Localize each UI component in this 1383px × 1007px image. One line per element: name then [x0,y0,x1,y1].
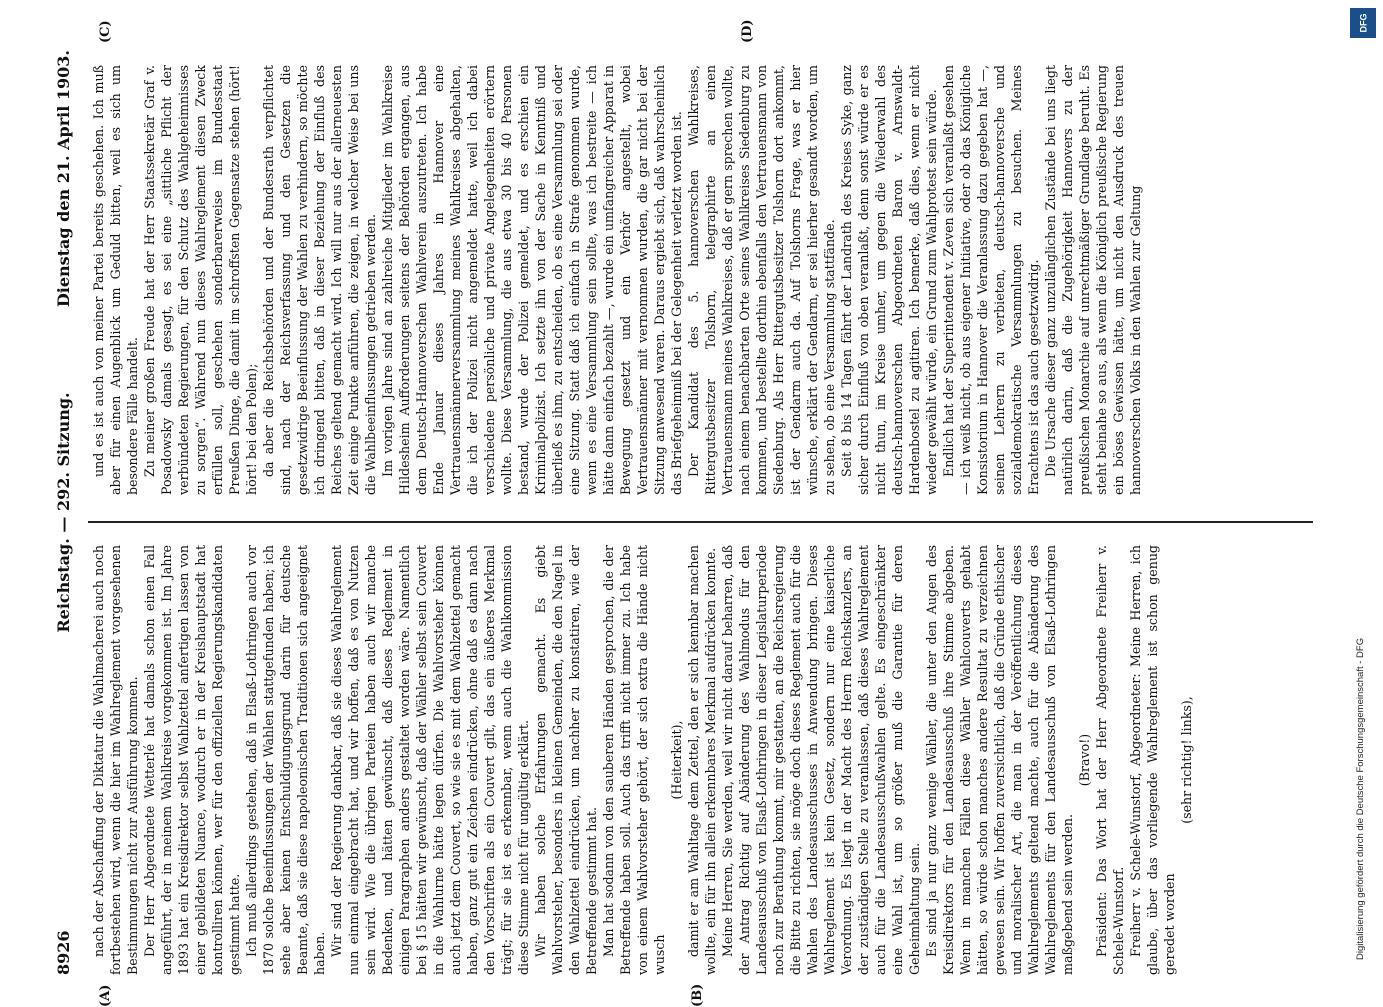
right-column [90,65,1310,495]
left-paragraph: Wir haben solche Erfahrungen gemacht. Es giebt Wahlvorsteher, besonders in kleinen Gemeinden, die den Nagel in den Wahlzettel eindrücken, um nachher zu konstatiren, wie der Betreffende gestimmt hat. [533,545,599,975]
left-paragraph: Freiherr v. Schele-Wunstorf, Abgeordneter: Meine Herren, ich glaube, über das vorliegende Wahlreglement ist schon genug geredet worden [1128,545,1177,975]
right-paragraph: da aber die Reichsbehörden und der Bundesrath verpflichtet sind, nach der Reichsverfassung und den Gesetzen die gesetzwidrige Beeinflussung der Wahlen zu verhindern, so möchte ich dringend bitten, daß in dieser Beziehung der Einfluß des Reiches geltend gemacht wird. Ich will nur aus der allerneuesten Zeit einige Punkte anführen, die zeigen, in welcher Weise bei uns die Wahlbeeinflussungen getrieben werden. [261,65,378,495]
margin-marker-c: (C) [98,20,113,43]
left-paragraph: Es sind ja nur ganz wenige Wähler, die unter den Augen des Kreisdirektors für den Landesausschuß ihre Stimme abgeben. Wenn in manchen Fällen diese Wähler Wahlcouverts gehabt hätten, so würde schon manches andere Resultat zu verzeichnen gewesen sein. Wir hoffen zuversichtlich, daß die Gründe ethischer und moralischer Art, die man in der Veröffentlichung dieses Wahlreglements geltend machte, auch für die Abänderung des Wahlreglements für den Landesausschuß von Elsaß-Lothringen maßgebend sein werden. [924,545,1075,975]
left-paragraph: Ich muß allerdings gestehen, daß in Elsaß-Lothringen auch vor 1870 solche Beeinflussungen der Wahlen stattgefunden haben; ich sehe aber keinen Entschuldigungsgrund darin für deutsche Beamte, daß sie diese napoleonischen Traditionen sich angeeignet haben. [244,545,327,975]
margin-marker-a: (A) [98,984,113,1007]
right-paragraph: Im vorigen Jahre sind an zahlreiche Mitglieder im Wahlkreise Hildesheim Aufforderungen seitens der Behörden ergangen, aus dem Deutsch-Hannoverschen Wahlverein auszutreten. Ich habe Ende Januar dieses Jahres in Hannover eine Vertrauensmännerversammlung meines Wahlkreises abgehalten, die ich der Polizei nicht angemeldet hatte, weil ich dabei verschiedene persönliche und private Angelegenheiten erörtern wollte. Diese Versammlung, die aus etwa 30 bis 40 Personen bestand, wurde der Polizei gemeldet, und es erschien ein Kriminalpolizist. Ich setzte ihn von der Sache in Kenntniß und überließ es ihm, zu entscheiden, ob es eine Versammlung sei oder eine Sitzung. Statt daß ich einfach in Strafe genommen wurde, wenn es eine Versammlung sein sollte, was ich bestreite — ich hätte dann einfach bezahlt —, wurde ein umfangreicher Apparat in Bewegung gesetzt und ein Verhör angestellt, wobei Vertrauensmänner mit vernommen wurden, die gar nicht bei der Sitzung anwesend waren. Daraus ergiebt sich, daß wahrscheinlich das Briefgeheimniß bei der Gelegenheit verletzt worden ist. [380,65,684,495]
right-paragraph: Die Ursache dieser ganz unzulänglichen Zustände bei uns liegt natürlich darin, daß die Zugehörigkeit Hannovers zu der preußischen Monarchie auf unrechtmäßiger Grundlage beruht. Es steht beinahe so aus, als wenn die Königlich preußische Regierung ein böses Gewissen hätte, um nicht den Ausdruck des treuen hannoverschen Volks in den Wahlen zur Geltung [1043,65,1143,495]
left-paragraph: (Bravo!) [1077,733,1092,787]
left-paragraph: Präsident: Das Wort hat der Herr Abgeordnete Freiherr v. Schele-Wunstorf. [1094,545,1126,975]
margin-marker-d: (D) [740,19,755,43]
left-column [90,545,1310,975]
header-title: Reichstag. — 292. Sitzung. [54,392,73,633]
left-paragraph: Meine Herren, Sie werden, weil wir nicht darauf beharren, daß der Antrag Richtig auf Abänderung des Wahlmodus für den Landesausschuß von Elsaß-Lothringen in dieser Legislaturperiode noch zur Berathung kommt, mir gestatten, an die Reichsregierung die Bitte zu richten, sie möge doch dieses Reglement auch für die Wahlen des Landesausschusses in Anwendung bringen. Dieses Wahlreglement ist kein Gesetz, sondern nur eine kaiserliche Verordnung. Es liegt in der Macht des Herrn Reichskanzlers, an der zuständigen Stelle zu veranlassen, daß dieses Wahlreglement auch für die Landesausschußwahlen gelte. Es eingeschränkter eine Wahl ist, um so größer muß die Garantie für deren Geheimhaltung sein. [720,545,922,975]
right-paragraph: und es ist auch von meiner Partei bereits geschehen. Ich muß aber für einen Augenblick um Geduld bitten, weil es sich um besondere Fälle handelt. [91,65,140,495]
digitization-credit [1345,0,1383,1000]
right-paragraph: Endlich hat der Superintendent v. Zeven sich veranlaßt gesehen — ich weiß nicht, ob aus eigener Initiative, oder ob das Königliche Konsistorium in Hannover die Veranlassung dazu gegeben hat —, seinen Lehrern zu verbieten, deutsch-hannoversche und sozialdemokratische Versammlungen zu besuchen. Meines Erachtens ist das auch gesetzwidrig. [941,65,1041,495]
column-divider [88,521,1313,523]
left-paragraph: Der Herr Abgeordnete Wetterlé hat damals schon einen Fall angeführt, der in meinem Wahlkreise vorgekommen ist. Im Jahre 1893 hat ein Kreisdirektor selbst Wahlzettel anfertigen lassen von einer gebildeten Nuance, wodurch er in der Kreishauptstadt hat kontrolliren können, wer für den offiziellen Regierungskandidaten gestimmt hatte. [142,545,242,975]
rotated-print-page [50,19,1325,1007]
header-date: Dienstag den 21. April 1903. [54,50,73,308]
running-header [50,50,80,975]
right-paragraph: Der Kandidat des 5. hannoverschen Wahlkreises, Rittergutsbesitzer Tolshorn, telegraphirte an einen Vertrauensmann meines Wahlkreises, daß er gern sprechen wollte, nach einem benachbarten Orte seines Wahlkreises Siedenburg zu kommen, und bestellte dorthin ebenfalls den Vertrauensmann von Siedenburg. Als Herr Rittergutsbesitzer Tolshorn dort ankommt, ist der Gendarm auch da. Auf Tolshorns Frage, was er hier wünsche, erklärt der Gendarm, er sei hierher gesandt worden, um zu sehen, ob eine Versammlung stattfände. [686,65,837,495]
page-number: 8926 [54,930,73,975]
right-paragraph: Zu meiner großen Freude hat der Herr Staatssekretär Graf v. Posadowsky damals gesagt, es sei eine „sittliche Pflicht der verbündeten Regierungen, für den Schutz des Wahlgeheimnisses zu sorgen“. Während nun dieses Wahlreglement diesen Zweck erfüllen soll, geschehen sonderbarerweise im Bundesstaat Preußen Dinge, die damit im schroffsten Gegensatze stehen (hört! hört! bei den Polen); [142,65,259,495]
left-paragraph: (Heiterkeit), [669,720,684,800]
left-paragraph: (sehr richtig! links), [1179,696,1194,824]
left-paragraph: damit er am Wahltage dem Zettel, den er sich kennbar machen wollte, ein für ihn allein erkennbares Merkmal aufdrücken konnte. [686,545,718,975]
margin-marker-b: (B) [690,983,705,1007]
dfg-logo: DFG [1350,8,1376,38]
left-paragraph: nach der Abschaffung der Diktatur die Wahlmacherei auch noch fortbestehen wird, wenn die hier im Wahlreglement vorgesehenen Bestimmungen nicht zur Ausführung kommen. [91,545,140,975]
credit-text: Digitalisierung gefördert durch die Deutsche Forschungsgemeinschaft - DFG [1355,637,1366,960]
right-paragraph: Seit 8 bis 14 Tagen fährt der Landrath des Kreises Syke, ganz sicher durch Einfluß von oben veranlaßt, denn sonst würde er es nicht thun, im Kreise umher, um gegen die Wiederwahl des deutsch-hannoverschen Abgeordneten Baron v. Arnswaldt-Hardenbostel zu agitiren. Ich bemerke, daß dies, wenn er nicht wieder gewählt würde, ein Grund zum Wahlprotest sein würde. [839,65,939,495]
left-paragraph: Wir sind der Regierung dankbar, daß sie dieses Wahlreglement nun einmal eingebracht hat, und wir hoffen, daß es von Nutzen sein wird. Wie die übrigen Parteien haben auch wir manche Bedenken, und hätten gewünscht, daß dieses Reglement in einigen Paragraphen anders gestaltet worden wäre. Namentlich bei § 15 hätten wir gewünscht, daß der Wähler selbst sein Couvert in die Wahlurne hätte legen dürfen. Die Wahlvorsteher können auch jetzt dem Couvert, so wie sie es mit dem Wahlzettel gemacht haben, ganz gut ein Zeichen eindrücken, ohne daß es dann nach den Vorschriften als ein Couvert gilt, das ein äußeres Merkmal trägt; für sie ist es erkennbar, wenn auch die Wahlkommission diese Stimme nicht für ungültig erklärt. [329,545,531,975]
left-paragraph: Man hat sodann von den sauberen Händen gesprochen, die der Betreffende haben soll. Auch das trifft nicht immer zu. Ich habe von einem Wahlvorsteher gehört, der sich extra die Hände nicht wusch [601,545,667,975]
